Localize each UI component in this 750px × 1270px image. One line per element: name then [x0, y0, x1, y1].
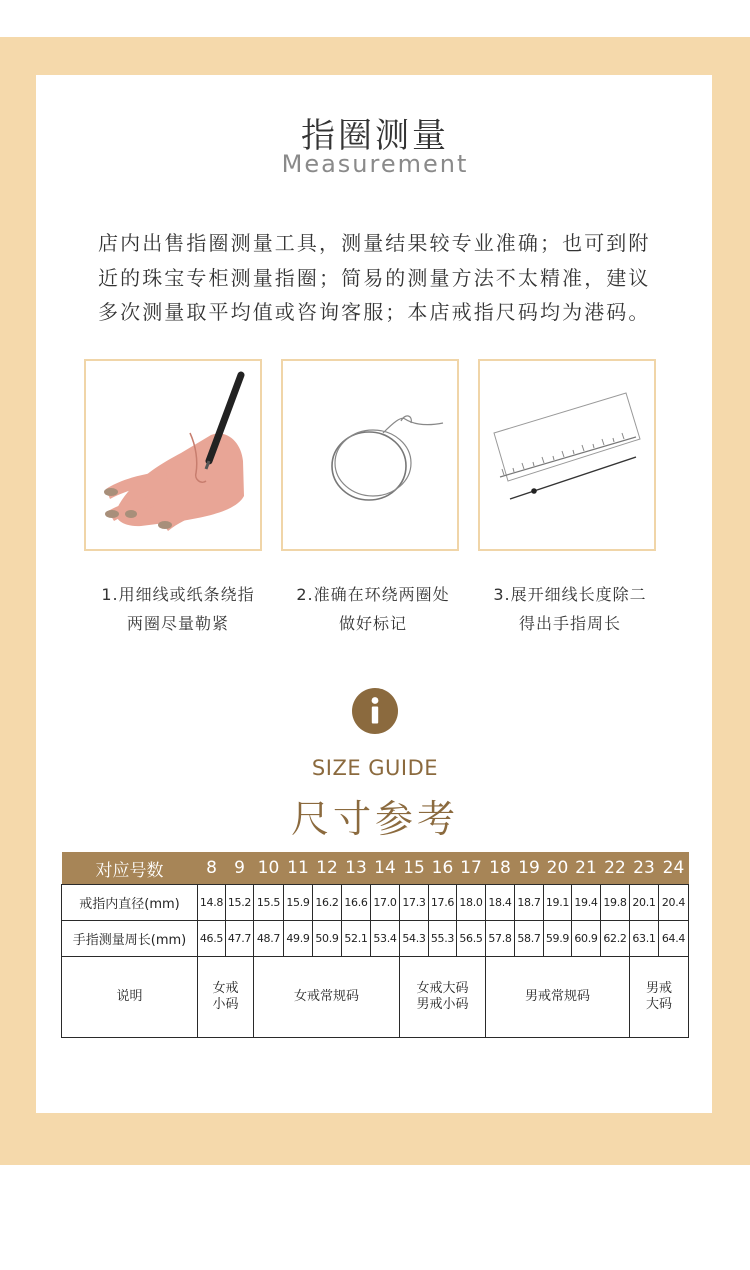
circumference-cell: 47.7: [226, 921, 254, 957]
diameter-cell: 17.3: [400, 885, 429, 921]
circumference-cell: 48.7: [254, 921, 284, 957]
diameter-cell: 16.6: [342, 885, 371, 921]
size-number-cell: 24: [659, 852, 689, 885]
intro-line: 多次测量取平均值或咨询客服；本店戒指尺码均为港码。: [98, 300, 651, 324]
page-title: 指圈测量: [301, 116, 449, 156]
step-1-caption-line-2: 两圈尽量勒紧: [126, 614, 229, 633]
size-number-cell: 16: [429, 852, 457, 885]
page-subtitle: Measurement: [281, 150, 469, 178]
size-number-cell: 19: [515, 852, 544, 885]
size-number-cell: 12: [313, 852, 342, 885]
step-3-caption: [470, 580, 670, 638]
table-header-label: 对应号数: [62, 852, 198, 885]
note-text: 女戒: [212, 981, 239, 996]
diameter-cell: 17.6: [429, 885, 457, 921]
circumference-cell: 60.9: [572, 921, 601, 957]
diameter-cell: 15.2: [226, 885, 254, 921]
circumference-cell: 63.1: [630, 921, 659, 957]
size-number-cell: 22: [601, 852, 630, 885]
diameter-cell: 16.2: [313, 885, 342, 921]
row-label: 说明: [62, 957, 198, 1038]
intro-line: 店内出售指圈测量工具，测量结果较专业准确；也可到附: [98, 231, 651, 255]
size-number-cell: 9: [226, 852, 254, 885]
diameter-cell: 17.0: [371, 885, 400, 921]
diameter-cell: 18.0: [457, 885, 486, 921]
size-guide-title: 尺寸参考: [290, 797, 459, 841]
note-text: 男戒: [645, 981, 672, 996]
diameter-cell: 14.8: [198, 885, 226, 921]
step-3-caption-line-1: 3.展开细线长度除二: [493, 585, 647, 604]
note-cell: [254, 957, 400, 1038]
diameter-cell: 20.1: [630, 885, 659, 921]
note-text: 女戒常规码: [293, 989, 359, 1004]
diameter-cell: 18.7: [515, 885, 544, 921]
thread-loop-illustration: [283, 361, 457, 549]
diameter-cell: 20.4: [659, 885, 689, 921]
table-row: [62, 885, 689, 921]
hand-pencil-illustration: [86, 361, 260, 549]
circumference-cell: 64.4: [659, 921, 689, 957]
step-1-caption: [78, 580, 278, 638]
note-cell: [198, 957, 254, 1038]
circumference-cell: 52.1: [342, 921, 371, 957]
step-1-image: [84, 359, 262, 551]
circumference-cell: 46.5: [198, 921, 226, 957]
step-3-caption-line-2: 得出手指周长: [518, 614, 621, 633]
diameter-cell: 15.5: [254, 885, 284, 921]
step-2-caption-line-1: 2.准确在环绕两圈处: [296, 585, 450, 604]
size-number-cell: 18: [486, 852, 515, 885]
table-row: [62, 921, 689, 957]
ruler-illustration: [480, 361, 654, 549]
diameter-cell: 18.4: [486, 885, 515, 921]
size-number-cell: 20: [544, 852, 572, 885]
circumference-cell: 55.3: [429, 921, 457, 957]
step-2-caption-line-2: 做好标记: [338, 614, 407, 633]
circumference-cell: 62.2: [601, 921, 630, 957]
size-number-cell: 23: [630, 852, 659, 885]
table-header-row: [62, 852, 689, 885]
size-guide-heading: SIZE GUIDE: [311, 756, 439, 780]
size-number-cell: 8: [198, 852, 226, 885]
circumference-cell: 57.8: [486, 921, 515, 957]
step-3-image: [478, 359, 656, 551]
note-text: 女戒大码: [416, 981, 469, 996]
table-row: [62, 957, 689, 1038]
circumference-cell: 54.3: [400, 921, 429, 957]
size-number-cell: 21: [572, 852, 601, 885]
note-text: 小码: [212, 997, 239, 1012]
row-label: 手指测量周长(mm): [62, 921, 198, 957]
step-1-caption-line-1: 1.用细线或纸条绕指: [101, 585, 255, 604]
circumference-cell: 56.5: [457, 921, 486, 957]
intro-line: 近的珠宝专柜测量指圈；简易的测量方法不太精准，建议: [98, 265, 651, 290]
note-cell: [400, 957, 486, 1038]
intro-text: [98, 226, 668, 330]
circumference-cell: 49.9: [284, 921, 313, 957]
note-text: 男戒小码: [416, 997, 469, 1012]
circumference-cell: 53.4: [371, 921, 400, 957]
row-label: 戒指内直径(mm): [62, 885, 198, 921]
note-cell: [486, 957, 630, 1038]
note-text: 大码: [645, 997, 672, 1012]
diameter-cell: 15.9: [284, 885, 313, 921]
size-number-cell: 15: [400, 852, 429, 885]
step-2-image: [281, 359, 459, 551]
diameter-cell: 19.4: [572, 885, 601, 921]
diameter-cell: 19.1: [544, 885, 572, 921]
info-icon: [352, 688, 398, 734]
size-table: [61, 852, 689, 1038]
note-text: 男戒常规码: [524, 989, 590, 1004]
note-cell: [630, 957, 689, 1038]
size-number-cell: 10: [254, 852, 284, 885]
circumference-cell: 58.7: [515, 921, 544, 957]
diameter-cell: 19.8: [601, 885, 630, 921]
size-number-cell: 13: [342, 852, 371, 885]
circumference-cell: 59.9: [544, 921, 572, 957]
size-number-cell: 11: [284, 852, 313, 885]
size-number-cell: 17: [457, 852, 486, 885]
step-2-caption: [273, 580, 473, 638]
size-number-cell: 14: [371, 852, 400, 885]
circumference-cell: 50.9: [313, 921, 342, 957]
